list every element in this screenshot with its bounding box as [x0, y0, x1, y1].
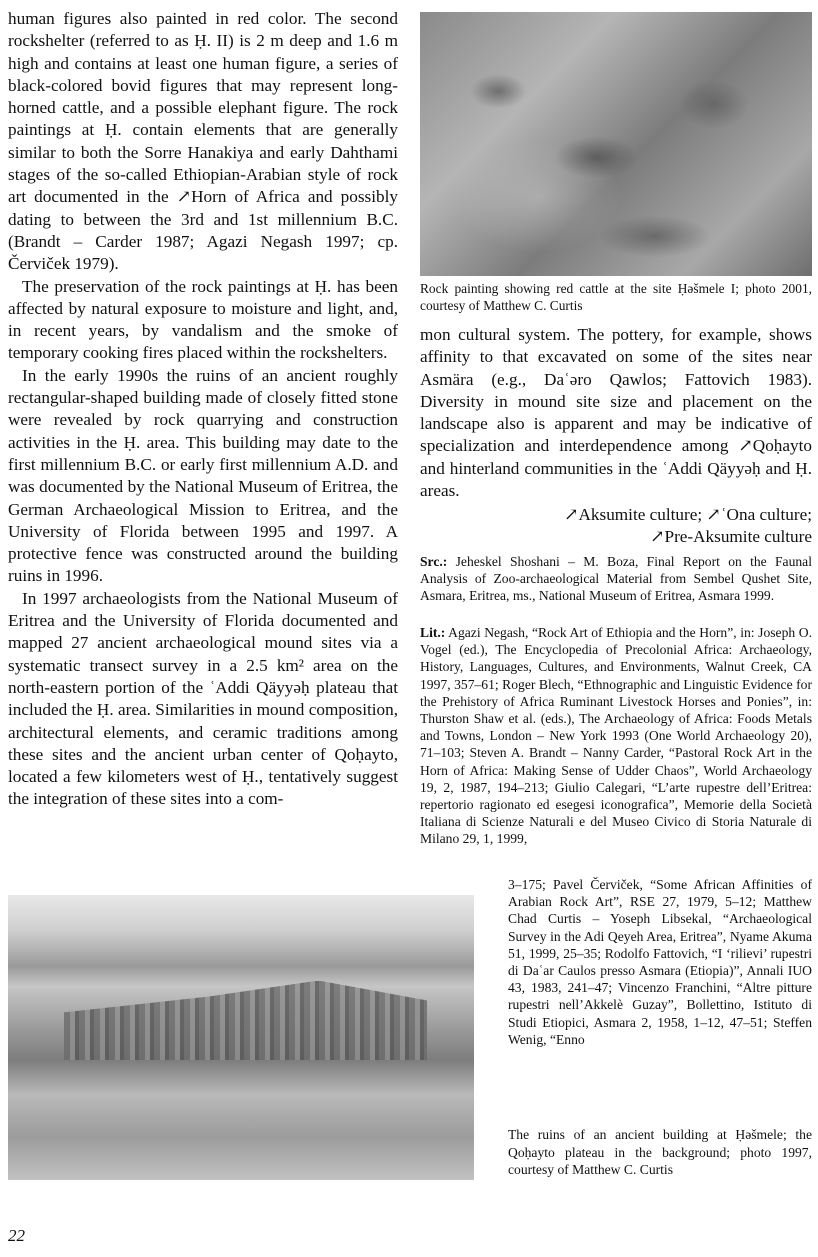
- photo-caption-ruins: The ruins of an ancient building at Ḥəšmele; the Qoḥayto plateau in the background; photo 1997, courtesy of Matthew C. Curtis: [508, 1127, 812, 1177]
- paragraph: mon cultural system. The pottery, for example, shows affinity to that excavated on some of the sites near Asmära (e.g., Daʿəro Qawlos; Fattovich 1983). Diversity in mound site size and placement on the landscape also is apparent and may be indicative of specialization and interdependence among ↗Qoḥayto and hinterland communities in the ʿAddi Qäyyəḥ and Ḥ. areas.: [420, 325, 812, 501]
- paragraph: In the early 1990s the ruins of an ancient roughly rectangular-shaped building made of closely fitted stone were revealed by rock quarrying and construction activities in the Ḥ. area. This building may date to the first millennium B.C. or early first millennium A.D. and was documented by the National Museum of Eritrea, the German Archaeological Mission to Eritrea, and the University of Florida between 1995 and 1997. A protective fence was constructed around the building ruins in 1996.: [8, 365, 398, 586]
- sources-label: Src.:: [420, 554, 448, 569]
- cross-reference-line[interactable]: ↗Pre-Aksumite culture: [650, 527, 812, 547]
- rock-painting-photo: [420, 12, 812, 276]
- building-ruins-photo: [8, 895, 474, 1180]
- left-column: [8, 8, 398, 811]
- right-column: [420, 324, 812, 502]
- stone-wall-shape: [64, 981, 427, 1061]
- page-number: 22: [8, 1226, 25, 1245]
- sources-text: Jeheskel Shoshani – M. Boza, Final Report on the Faunal Analysis of Zoo-archaeological Material from Sembel Qushet Site, Asmara, Eritrea, ms., National Museum of Eritrea, Asmara 1999.: [420, 554, 812, 604]
- cross-references: [420, 504, 812, 549]
- photo-caption-rock-painting: Rock painting showing red cattle at the site Ḥəšmele I; photo 2001, courtesy of Matthew C. Curtis: [420, 281, 812, 313]
- literature-text: Agazi Negash, “Rock Art of Ethiopia and the Horn”, in: Joseph O. Vogel (ed.), The Encyclopedia of Precolonial Africa: Archaeology, History, Languages, Cultures, and Environments, Walnut Creek, CA 1997, 357–61; Roger Blech, “Ethnographic and Linguistic Evidence for the Prehistory of Africa Ruminant Livestock Horses and Ponies”, in: Thurston Shaw et al. (eds.), The Archaeology of Africa: Foods Metals and Towns, London – New York 1993 (One World Archaeology 20), 71–103; Steven A. Brandt – Nanny Carder, “Pastoral Rock Art in the Horn of Africa: Making Sense of Udder Chaos”, World Archaeology 19, 2, 1987, 194–213; Giulio Calegari, “L’arte rupestre dell’Eritrea: repertorio ragionato ed esegesi iconografica”, Memorie della Società Italiana di Scienze Naturali e del Museo Civico di Storia Naturale di Milano 29, 1, 1999,: [420, 625, 812, 847]
- paragraph: The preservation of the rock paintings at Ḥ. has been affected by natural exposure to moisture and light, and, in recent years, by vandalism and the smoke of temporary cooking fires placed within the rockshelters.: [8, 276, 398, 363]
- paragraph: In 1997 archaeologists from the National Museum of Eritrea and the University of Florida documented and mapped 27 ancient archaeological mound sites via a systematic transect survey in a 2.5 km² area on the north-eastern portion of the ʿAddi Qäyyəḥ plateau that included the Ḥ. area. Similarities in mound composition, architectural elements, and ceramic traditions among these sites and the ancient urban center of Qoḥayto, located a few kilometers west of Ḥ., tentatively suggest the integration of these sites into a com-: [8, 588, 398, 809]
- sources-section: [420, 553, 812, 605]
- literature-continued: 3–175; Pavel Červiček, “Some African Affinities of Arabian Rock Art”, RSE 27, 1979, 5–12; Matthew Chad Curtis – Yoseph Libsekal, “Archaeological Survey in the Adi Qeyeh Area, Eritrea”, Nyame Akuma 51, 1999, 25–35; Rodolfo Fattovich, “I ‘rilievi’ rupestri di Daʿar Caulos presso Asmara (Etiopia)”, Annali IUO 43, 1983, 241–47; Vincenzo Franchini, “Altre pitture rupestri nell’Akkelè Guzay”, Bollettino, Istituto di Studi Etiopici, Asmara 2, 1958, 1–12, 47–51; Steffen Wenig, “Enno: [508, 877, 812, 1047]
- paragraph: human figures also painted in red color. The second rockshelter (referred to as Ḥ. II) is 2 m deep and 1.6 m high and contains at least one human figure, a series of black-colored bovid figures that may represent long-horned cattle, and a possible elephant figure. The rock paintings at Ḥ. contain elements that are generally similar to both the Sorre Hanakiya and early Dahthami stages of the so-called Ethiopian-Arabian style of rock art documented in the ↗Horn of Africa and possibly dating to between the 3rd and 1st millennium B.C. (Brandt – Carder 1987; Agazi Negash 1997; cp. Červiček 1979).: [8, 9, 398, 274]
- literature-label: Lit.:: [420, 625, 446, 640]
- cross-reference-line[interactable]: ↗Aksumite culture; ↗ʿOna culture;: [564, 505, 812, 524]
- literature-section: [420, 624, 812, 848]
